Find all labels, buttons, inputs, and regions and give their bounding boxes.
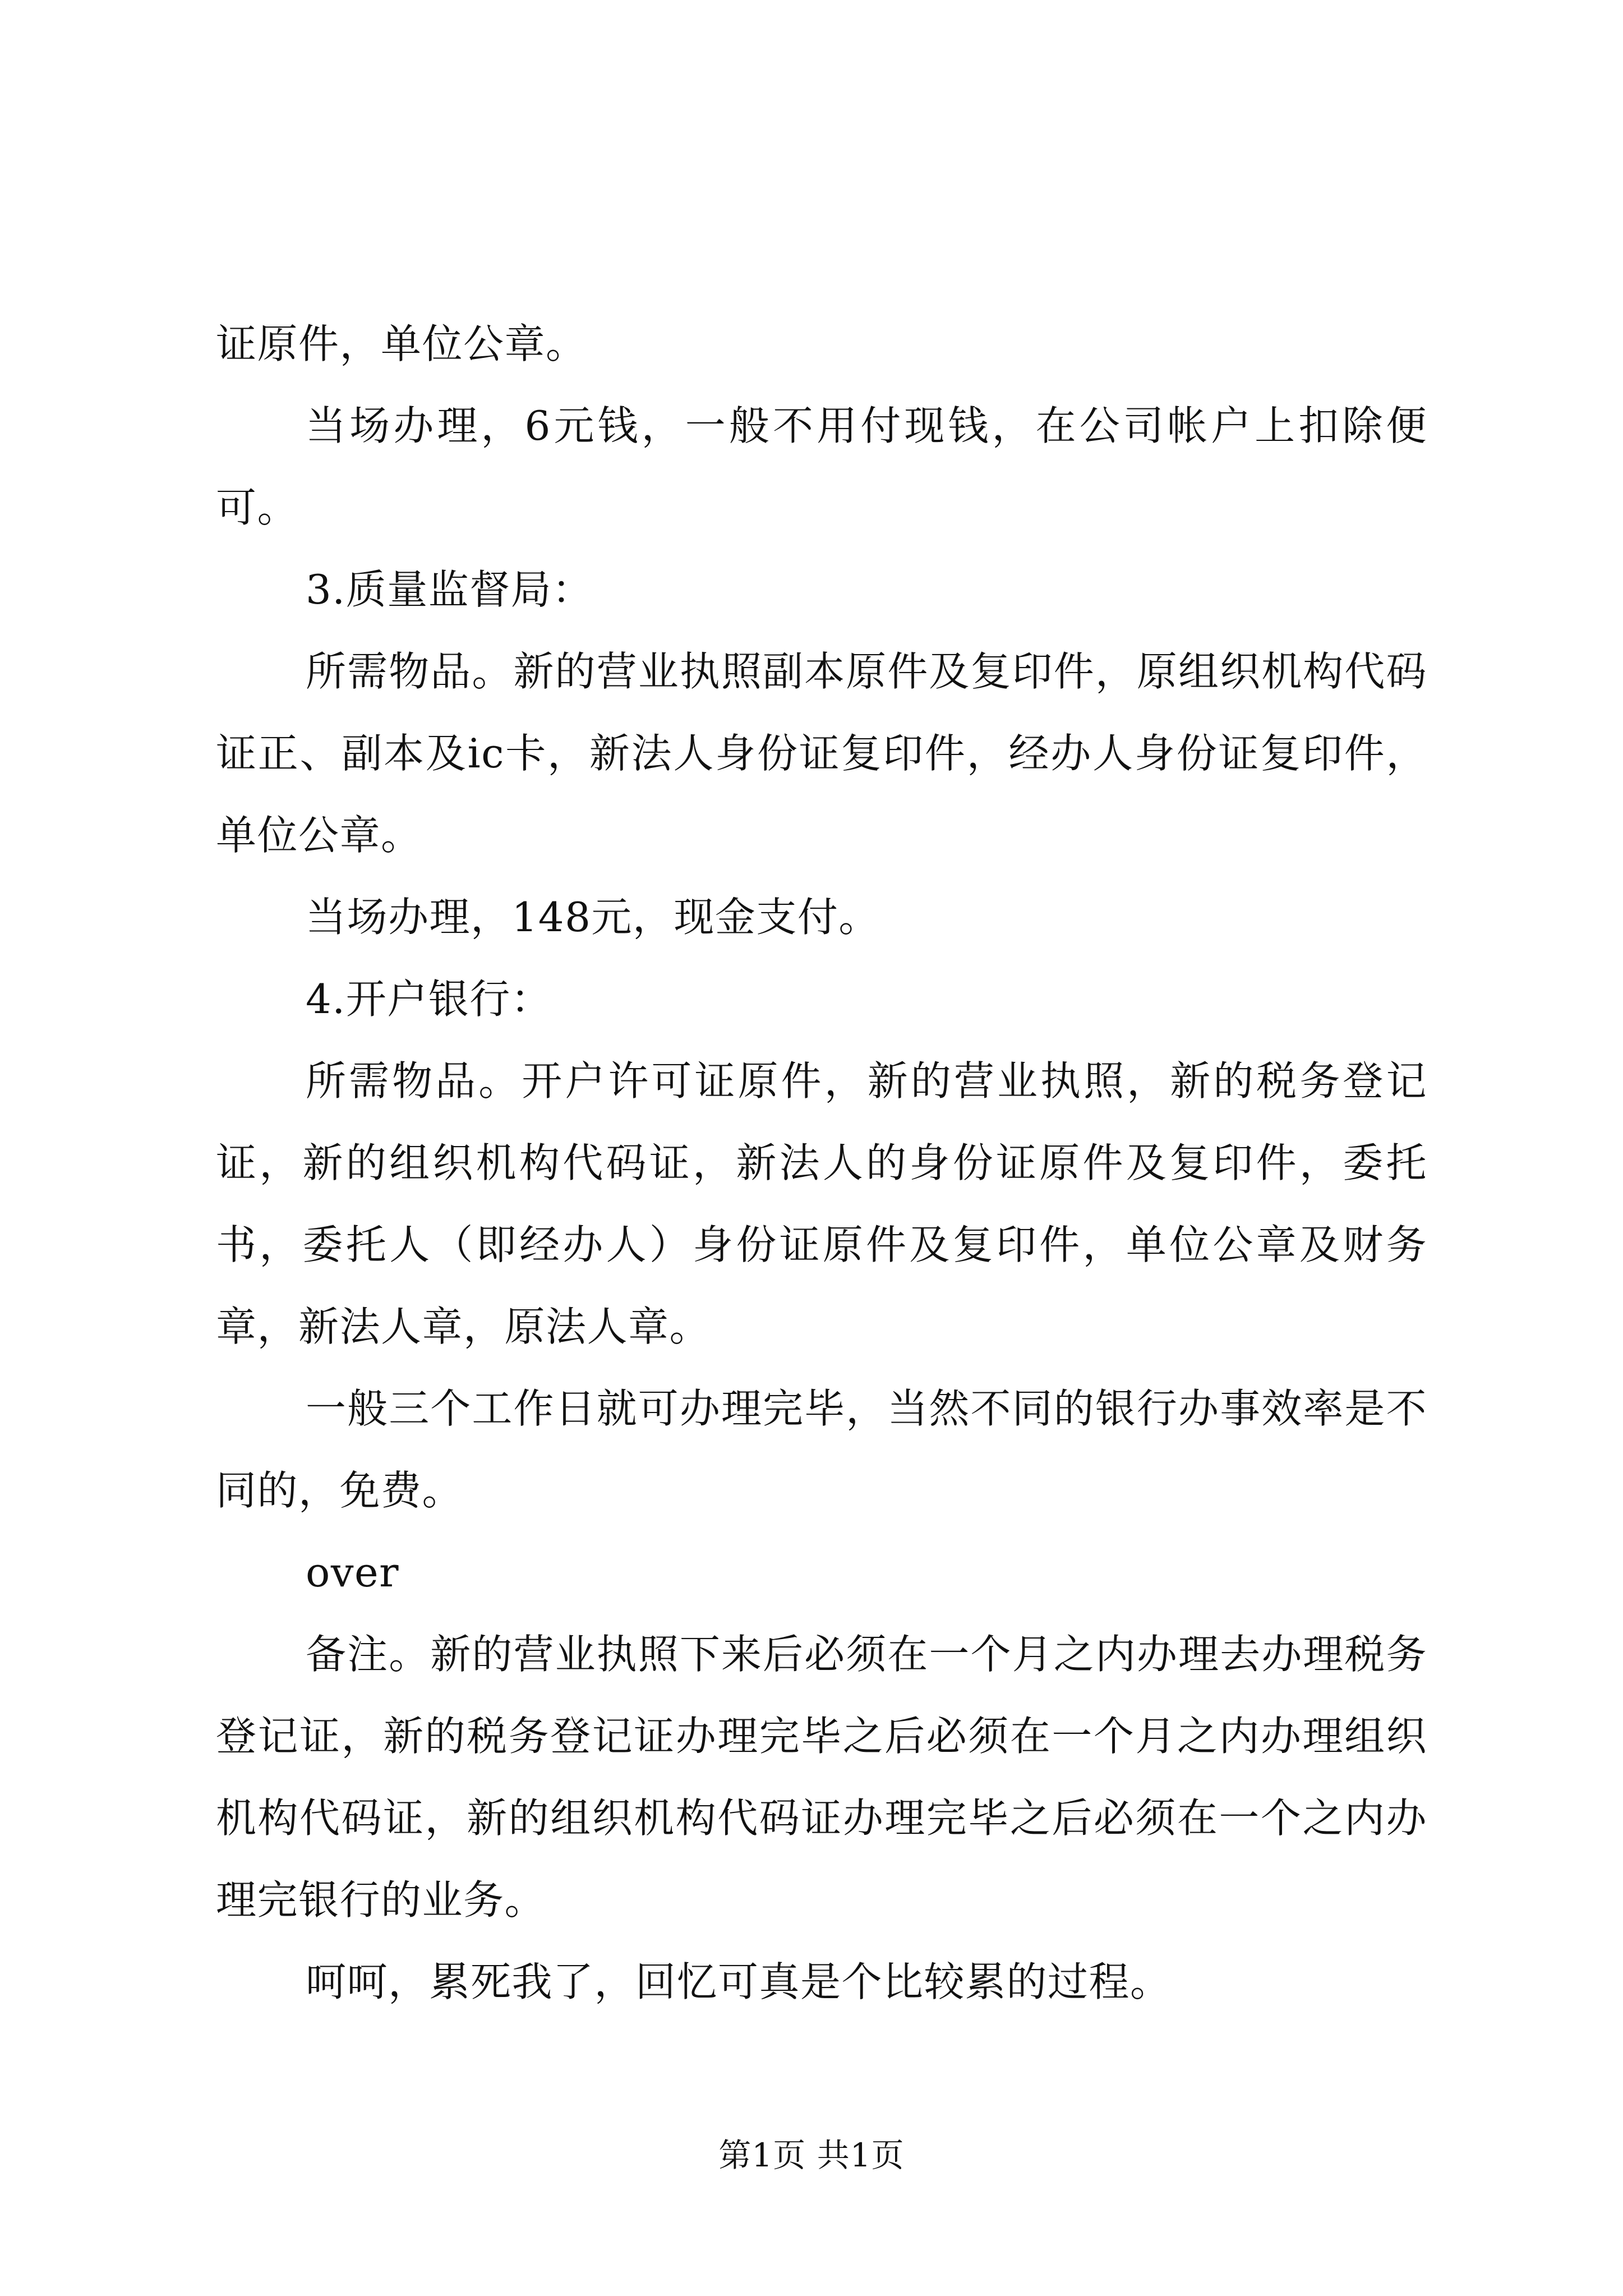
page-footer: 第1页 共1页 bbox=[718, 2136, 905, 2174]
paragraph-5: 当场办理，148元，现金支付。 bbox=[306, 894, 880, 941]
paragraph-2: 当场办理，6元钱，一般不用付现钱，在公司帐户上扣除便可。 bbox=[216, 402, 1427, 531]
paragraph-10: 备注。新的营业执照下来后必须在一个月之内办理去办理税务登记证，新的税务登记证办理完毕之后必须在一个月之内办理组织机构代码证，新的组织机构代码证办理完毕之后必须在一个之内办理完银行的业务。 bbox=[216, 1631, 1427, 1924]
paragraph-6-heading: 4.开户银行： bbox=[306, 976, 552, 1023]
paragraph-7: 所需物品。开户许可证原件，新的营业执照，新的税务登记证，新的组织机构代码证，新法人的身份证原件及复印件，委托书，委托人（即经办人）身份证原件及复印件，单位公章及财务章，新法人章，原法人章。 bbox=[216, 1057, 1427, 1350]
paragraph-1: 证原件，单位公章。 bbox=[216, 320, 587, 367]
paragraph-4: 所需物品。新的营业执照副本原件及复印件，原组织机构代码证正、副本及ic卡，新法人身份证复印件，经办人身份证复印件，单位公章。 bbox=[216, 648, 1427, 859]
paragraph-11: 呵呵，累死我了，回忆可真是个比较累的过程。 bbox=[306, 1958, 1172, 2005]
paragraph-9: over bbox=[306, 1549, 400, 1596]
paragraph-8: 一般三个工作日就可办理完毕，当然不同的银行办事效率是不同的，免费。 bbox=[216, 1385, 1427, 1514]
paragraph-3-heading: 3.质量监督局： bbox=[306, 566, 593, 613]
document-body bbox=[216, 303, 1427, 2023]
